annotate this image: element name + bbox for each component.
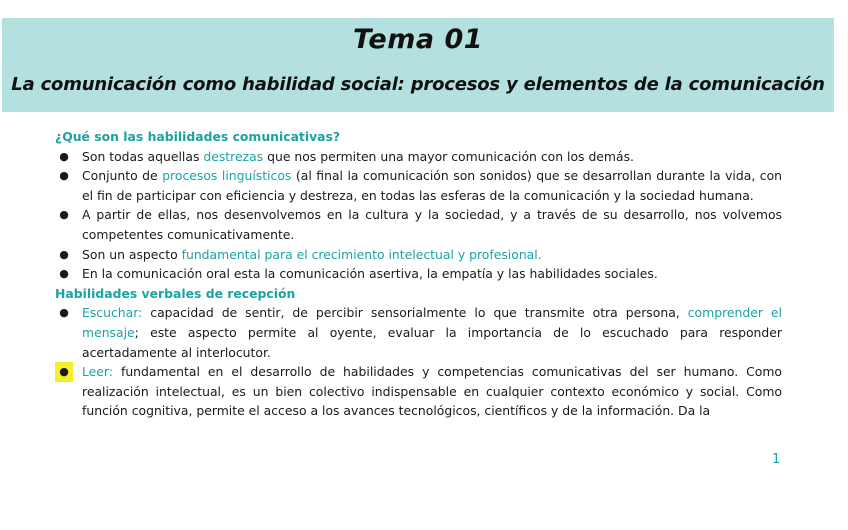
highlighted-term: comprender el mensaje bbox=[82, 305, 783, 340]
document-body bbox=[55, 127, 782, 421]
bullet-icon: ● bbox=[59, 247, 69, 261]
list-item: ● A partir de ellas, nos desenvolvemos en la cultura y la sociedad, y a través de su desarrollo, nos volvemos competentes comunicativamente. bbox=[55, 205, 782, 244]
highlighted-term: destrezas bbox=[203, 148, 264, 164]
highlighted-term: procesos linguísticos bbox=[162, 168, 292, 184]
list-item: ● Conjunto de procesos linguísticos (al final la comunicación son sonidos) que se desarrollan durante la vida, con el fin de participar con eficiencia y destreza, en todas las esferas de la comunicación y la sociedad humana. bbox=[55, 166, 782, 205]
list-item: ● Escuchar: capacidad de sentir, de percibir sensorialmente lo que transmite otra persona, comprender el mensaje; este aspecto permite al oyente, evaluar la importancia de lo escuchado para responder acertadamente al interlocutor. bbox=[55, 303, 782, 362]
list-item: ● Son un aspecto fundamental para el crecimiento intelectual y profesional. bbox=[55, 245, 782, 265]
list-item: ● En la comunicación oral esta la comunicación asertiva, la empatía y las habilidades sociales. bbox=[55, 264, 782, 284]
highlighted-term: fundamental para el crecimiento intelectual y profesional. bbox=[181, 246, 542, 262]
bullet-icon: ● bbox=[59, 169, 69, 183]
page-title: Tema 01 bbox=[352, 24, 484, 55]
page-number: 1 bbox=[772, 452, 781, 467]
section-heading-1: ¿Qué son las habilidades comunicativas? bbox=[55, 129, 341, 144]
page-subtitle: La comunicación como habilidad social: procesos y elementos de la comunicación bbox=[11, 74, 825, 95]
bullet-icon: ● bbox=[55, 362, 73, 382]
section-heading-2: Habilidades verbales de recepción bbox=[55, 285, 296, 301]
bullet-icon: ● bbox=[59, 306, 69, 320]
list-item: ● Son todas aquellas destrezas que nos permiten una mayor comunicación con los demás. bbox=[55, 147, 782, 167]
title-banner bbox=[2, 18, 834, 112]
list-item: ● Leer: fundamental en el desarrollo de habilidades y competencias comunicativas del ser humano. Como realización intelectual, es un bien colectivo indispensable en cualquier contexto económico y social. Como función cognitiva, permite el acceso a los avances tecnológicos, científicos y de la información. Da la bbox=[55, 362, 782, 421]
bullet-icon: ● bbox=[59, 267, 69, 281]
highlighted-term: Leer: bbox=[82, 364, 113, 380]
highlighted-term: Escuchar: bbox=[82, 305, 143, 321]
bullet-icon: ● bbox=[59, 149, 69, 163]
bullet-icon: ● bbox=[59, 208, 69, 222]
